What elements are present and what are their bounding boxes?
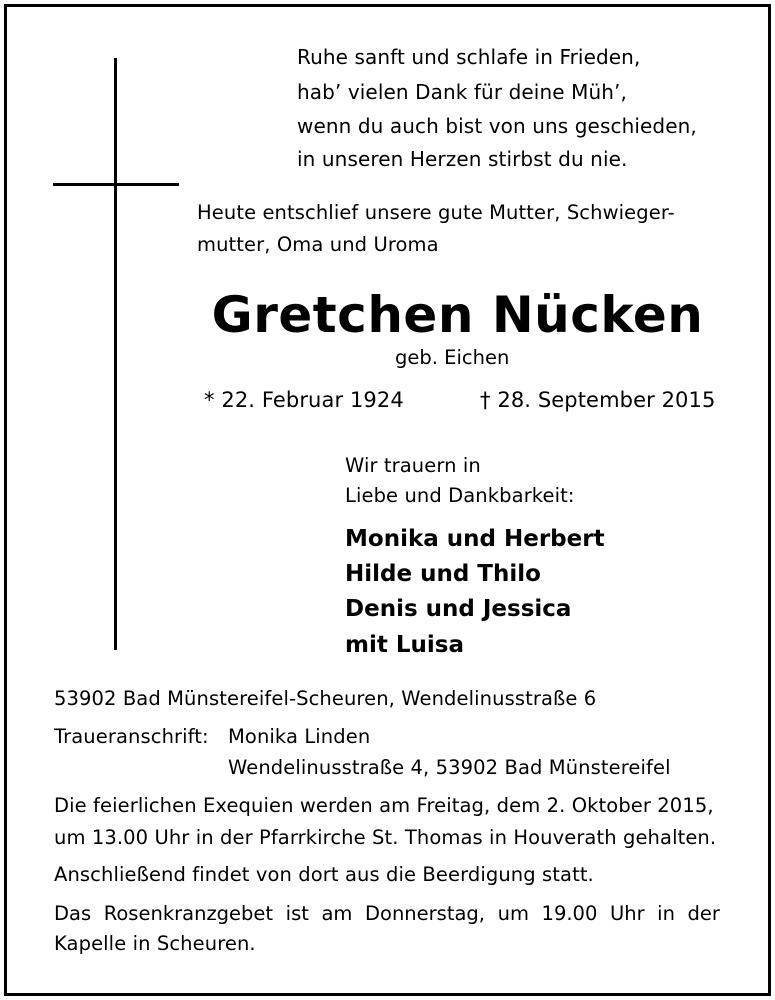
mourning-line: Wir trauern in xyxy=(345,454,481,477)
death-date: † 28. September 2015 xyxy=(480,388,716,412)
rosary-word: ist xyxy=(285,902,309,925)
burial-note: Anschließend findet von dort aus die Beerdigung statt. xyxy=(54,863,594,886)
rosary-word: um xyxy=(497,902,529,925)
rosary-word: Das xyxy=(54,902,92,925)
rosary-word: am xyxy=(321,902,353,925)
poem-line: hab’ vielen Dank für deine Müh’, xyxy=(297,80,627,104)
birth-date: * 22. Februar 1924 xyxy=(204,388,404,412)
deceased-name: Gretchen Nücken xyxy=(211,286,704,344)
cross-vertical-bar xyxy=(114,58,117,650)
intro-line: mutter, Oma und Uroma xyxy=(197,233,439,256)
intro-line: Heute entschlief unsere gute Mutter, Schwieger- xyxy=(197,201,675,224)
mourner-name: Hilde und Thilo xyxy=(345,561,541,587)
poem-line: wenn du auch bist von uns geschieden, xyxy=(297,114,697,138)
rosary-word: Uhr xyxy=(609,902,645,925)
rosary-word: Rosenkranzgebet xyxy=(103,902,274,925)
mourning-address-name: Monika Linden xyxy=(228,725,371,748)
rosary-word: der xyxy=(687,902,720,925)
rosary-line: Kapelle in Scheuren. xyxy=(54,932,256,955)
home-address: 53902 Bad Münstereifel-Scheuren, Wendelinusstraße 6 xyxy=(54,687,597,710)
rosary-word: in xyxy=(657,902,675,925)
rosary-word: 19.00 xyxy=(541,902,598,925)
mourning-address-street: Wendelinusstraße 4, 53902 Bad Münstereifel xyxy=(228,756,671,779)
rosary-line xyxy=(54,902,720,925)
poem-line: in unseren Herzen stirbst du nie. xyxy=(297,147,628,171)
exequies-line: um 13.00 Uhr in der Pfarrkirche St. Thomas in Houverath gehalten. xyxy=(54,826,717,849)
cross-horizontal-bar xyxy=(53,183,179,186)
mourner-name: Denis und Jessica xyxy=(345,596,572,622)
maiden-name: geb. Eichen xyxy=(395,346,510,369)
exequies-line: Die feierlichen Exequien werden am Freitag, dem 2. Oktober 2015, xyxy=(54,794,714,817)
poem-line: Ruhe sanft und schlafe in Frieden, xyxy=(297,45,641,69)
mourner-name: Monika und Herbert xyxy=(345,526,605,552)
mourning-line: Liebe und Dankbarkeit: xyxy=(345,484,575,507)
rosary-word: Donnerstag, xyxy=(365,902,486,925)
mourner-name: mit Luisa xyxy=(345,632,464,658)
mourning-address-label: Traueranschrift: xyxy=(54,725,209,748)
